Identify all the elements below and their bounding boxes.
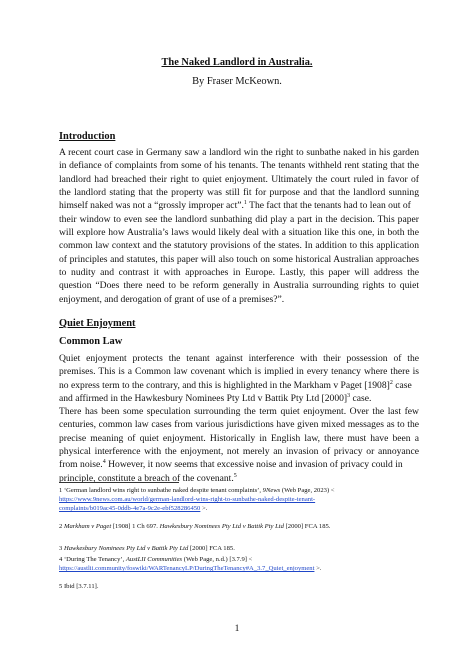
text-line: There has been some speculation surrounding the term quiet enjoyment. Over the last few bbox=[59, 406, 419, 417]
document-title: The Naked Landlord in Australia. bbox=[161, 57, 313, 68]
text-fragment: and affirmed in the Hawkesbury Nominees Pty Ltd v Battik Pty Ltd [2000] bbox=[59, 393, 348, 405]
text-fragment: However, it now seems that excessive noise and invasion of privacy could in bbox=[105, 459, 403, 471]
footnote-ref[interactable]: 4 bbox=[102, 459, 106, 466]
text-line: of principles and statutes, this paper will also touch on some historical Australian approaches bbox=[59, 253, 419, 265]
text-line: question “Does there need to be reform generally in Australia surrounding rights to quiet bbox=[59, 280, 419, 292]
text-line: to nudity and contrast it with approaches in Europe. Lastly, this paper will address the bbox=[59, 267, 419, 279]
footnote-text: ‘During The Tenancy’, bbox=[63, 556, 126, 563]
text-line: landlord had breached their right to quiet enjoyment. Ultimately the court ruled in favor of bbox=[59, 173, 419, 185]
footnote-text: (Web Page, n.d.) [3.7.9] < bbox=[182, 556, 253, 563]
common-law-subheading: Common Law bbox=[59, 336, 123, 347]
footnote-text: Ibid [3.7.11]. bbox=[63, 583, 99, 590]
introduction-heading: Introduction bbox=[59, 131, 116, 142]
footnote-ref[interactable]: 3 bbox=[347, 392, 351, 399]
common-law-paragraph-1 bbox=[59, 352, 419, 405]
footnote-number: 5 bbox=[59, 583, 63, 590]
text-fragment: no express term to the contrary, and this is highlighted in the Markham v Paget [1908] bbox=[59, 379, 390, 391]
page-number: 1 bbox=[234, 623, 240, 634]
quiet-enjoyment-heading: Quiet Enjoyment bbox=[59, 318, 136, 329]
text-line: will explore how Australia’s laws would likely deal with a situation like this one, in both the bbox=[59, 227, 419, 239]
footnote-source: AustLII Communities bbox=[125, 556, 183, 563]
footnote-source: 9News bbox=[262, 487, 281, 494]
footnote-5 bbox=[59, 582, 424, 591]
footnote-text: [2000] FCA 185. bbox=[283, 523, 331, 530]
footnote-ref[interactable]: 5 bbox=[233, 472, 237, 479]
footnote-link[interactable]: https://austlii.community/foswiki/WARTenancyLP/DuringTheTenancy#A_3.7_Quiet_enjoyment bbox=[59, 565, 315, 572]
text-line: precise meaning of quiet enjoyment. Historically in English law, there must have been a bbox=[59, 432, 419, 444]
footnote-1 bbox=[59, 486, 424, 513]
text-line bbox=[59, 472, 419, 485]
footnote-text: ‘German landlord wins right to sunbathe naked despite tenant complaints’, bbox=[63, 487, 263, 494]
case-name: Markham v Paget bbox=[63, 523, 112, 530]
footnote-number: 4 bbox=[59, 556, 63, 563]
text-line: the landlord stating that the property was still fit for purpose and that the landlord sunning bbox=[59, 187, 419, 199]
text-line: their window to even see the landlord sunbathing did play a part in the decision. This paper bbox=[59, 213, 419, 225]
text-line: physical interference with the enjoyment, not merely an invasion of privacy or annoyance bbox=[59, 446, 419, 458]
text-fragment: case. bbox=[350, 393, 372, 405]
introduction-paragraph bbox=[59, 146, 419, 306]
footnote-text: >. bbox=[200, 505, 208, 512]
footnote-number: 1 bbox=[59, 487, 63, 494]
text-fragment: The fact that the tenants had to lean out of bbox=[246, 200, 411, 212]
case-name: Hawkesbury Nominees Pty Ltd v Battik Pty Ltd bbox=[159, 523, 284, 530]
text-line: premises. This is a Common law covenant which is implied in every tenancy where there is bbox=[59, 366, 419, 378]
document-author: By Fraser McKeown. bbox=[192, 76, 282, 87]
footnote-separator bbox=[59, 482, 179, 483]
text-line bbox=[59, 458, 419, 471]
text-line: enjoyment, and derogation of grant of use of a premises?”. bbox=[59, 293, 285, 305]
text-line: Quiet enjoyment protects the tenant against interference with their possession of the bbox=[59, 353, 419, 364]
text-line: in defiance of complaints from some of his tenants. The tenants withheld rent stating that the bbox=[59, 160, 419, 172]
footnote-ref[interactable]: 2 bbox=[389, 379, 393, 386]
footnote-ref[interactable]: 1 bbox=[243, 200, 247, 207]
text-line bbox=[59, 392, 419, 405]
footnote-number: 2 bbox=[59, 523, 63, 530]
text-line: centuries, common law cases from various jurisdictions have given mixed messages as to the bbox=[59, 419, 419, 431]
footnote-link[interactable]: https://www.9news.com.au/world/german-landlord-wins-right-to-sunbathe-naked-despite-tenant- bbox=[59, 496, 316, 503]
text-fragment: himself naked was not a “grossly improper act”. bbox=[59, 200, 244, 212]
text-line: A recent court case in Germany saw a landlord win the right to sunbathe naked in his garden bbox=[59, 147, 419, 158]
case-name: Hawkesbury Nominees Pty Ltd v Battik Pty Ltd bbox=[63, 545, 189, 552]
footnote-text: (Web Page, 2023) < bbox=[280, 487, 335, 494]
common-law-paragraph-2 bbox=[59, 405, 419, 485]
footnote-number: 3 bbox=[59, 545, 63, 552]
text-line: common law context and the statutory provisions of the states. In addition to this application bbox=[59, 240, 419, 252]
text-fragment: case bbox=[392, 379, 412, 391]
footnote-2 bbox=[59, 522, 424, 531]
footnote-link[interactable]: complaints/b019ac45-0ddb-4e7a-9c2e-ebf528286450 bbox=[59, 505, 201, 512]
footnote-4 bbox=[59, 555, 424, 573]
text-line bbox=[59, 199, 419, 212]
text-fragment: principle, constitute a breach of the covenant. bbox=[59, 472, 234, 484]
footnote-text: >. bbox=[314, 565, 322, 572]
footnote-text: [1908] 1 Ch 697. bbox=[111, 523, 160, 530]
footnote-text: [2000] FCA 185. bbox=[188, 545, 235, 552]
text-fragment: from noise. bbox=[59, 459, 103, 471]
footnote-3 bbox=[59, 544, 424, 553]
text-line bbox=[59, 379, 419, 392]
